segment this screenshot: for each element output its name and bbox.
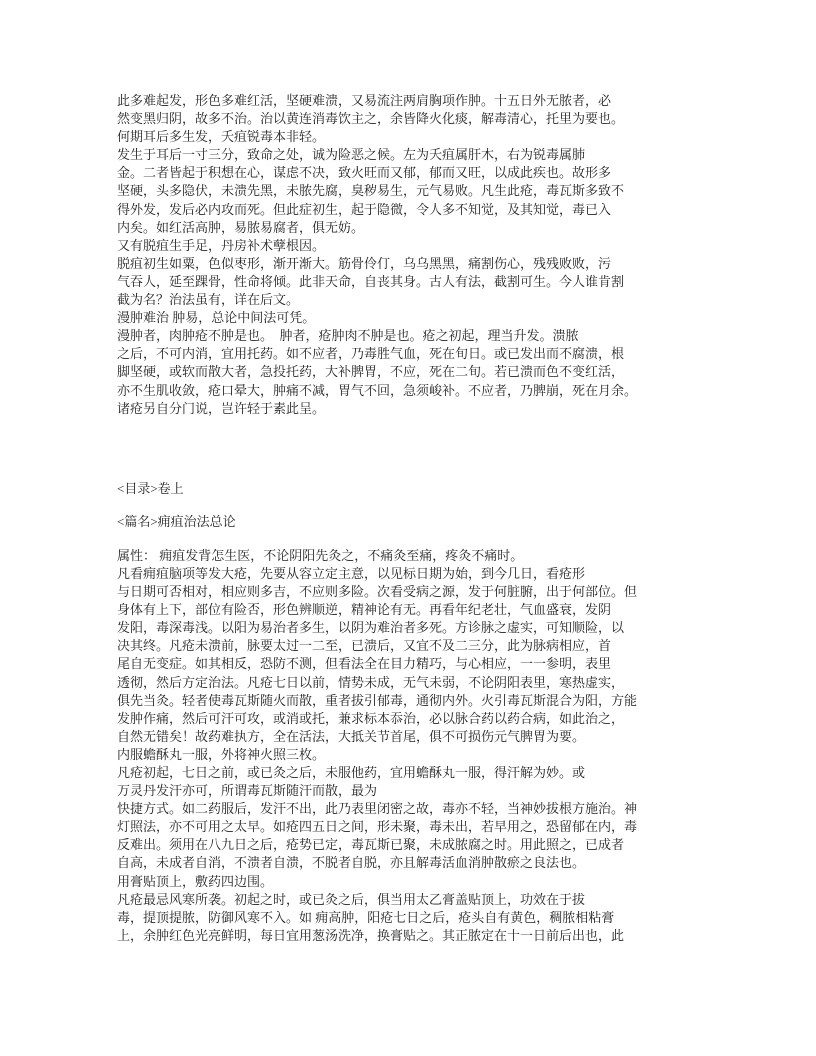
text-line: 灯照法，亦不可用之太早。如疮四五日之间，形未聚，毒未出，若早用之，恐留郁在内，毒 [117,819,638,835]
text-line [117,418,717,434]
text-line [117,531,717,547]
text-line [117,498,717,514]
text-line: 发肿作痛，然后可汗可攻，或消或托，兼求标本忝治，必以脉合药以药合病，如此治之， [117,710,625,726]
text-line: 此多难起发，形色多难红活，坚硬难溃，又易流注两肩胸项作肿。十五日外无脓者，必 [117,93,612,108]
text-line: 属性： 痈疽发背怎生医，不论阴阳先灸之，不痛灸至痛，疼灸不痛时。 [117,547,524,563]
text-line: 内服蟾酥丸一服，外将神火照三枚。 [117,746,326,762]
text-line: 快捷方式。如二药服后，发汗不出，此乃表里闭密之故，毒亦不轻，当神妙拔根方施治。神 [117,801,638,817]
text-line: 用膏贴顶上，敷药四边围。 [117,873,274,889]
text-line: 身体有上下，部位有险否，形色辨顺逆，精神论有无。再看年纪老壮，气血盛衰，发阴 [117,602,612,618]
text-line: 反难出。须用在八九日之后，疮势已定，毒瓦斯已聚，未成脓腐之时。用此照之，已成者 [117,837,625,853]
text-line: 透彻，然后方定治法。凡疮七日以前，情势未成，无气未弱，不论阴阳表里，寒热虚实， [117,674,625,690]
text-line: 然变黑归阴，故多不治。治以黄连消毒饮主之，余皆降火化痰，解毒清心，托里为要也。 [117,111,625,127]
text-line: 坚硬，头多隐伏，未溃先黑，未脓先腐，臭秽易生，元气易败。凡生此疮，毒瓦斯多致不 [117,183,625,199]
text-line: 漫肿难治 肿易，总论中间法可凭。 [117,310,316,326]
text-line [117,433,717,449]
text-line: 发生于耳后一寸三分，致命之处，诚为险恶之候。左为夭疽属肝木，右为锐毒属肺 [117,147,586,163]
text-line: 诸疮另自分门说，岂许轻于素此呈。 [117,400,326,416]
text-line: 金。二者皆起于积想在心，谋虑不决，致火旺而又郁，郁而又旺，以成此疾也。故形多 [117,165,612,181]
text-line: 毒，提顶提脓，防御风寒不入。如 痈高肿，阳疮七日之后，疮头自有黄色，稠脓相粘膏 [117,909,615,925]
text-line [117,464,717,480]
text-line: 气吞人，延至踝骨，性命将倾。此非天命，自丧其身。古人有法，截割可生。今人谁肯割 [117,273,625,289]
text-line: 万灵丹发汗亦可，所谓毒瓦斯随汗而散，最为 [117,783,378,799]
text-line: 发阳，毒深毒浅。以阳为易治者多生，以阴为难治者多死。方诊脉之虚实，可知顺险，以 [117,620,625,636]
text-line: 凡看痈疽脑项等发大疮，先要从容立定主意，以见标日期为始，到今几日，看疮形 [117,565,586,581]
text-line: 得外发，发后必内攻而死。但此症初生，起于隐微，令人多不知觉，及其知觉，毒已入 [117,201,612,217]
text-line: 又有脱疽生手足，丹房补术孽根因。 [117,237,326,253]
text-line: 自然无错矣！故药难执方，全在活法，大抵关节首尾，俱不可损伤元气脾胃为要。 [117,728,586,744]
text-line: 凡疮初起，七日之前，或已灸之后，未服他药，宜用蟾酥丸一服，得汗解为妙。或 [117,765,586,780]
text-line: 决其终。凡疮未溃前，脉要太过一二至，已溃后，又宜不及二三分，此为脉病相应，首 [117,638,612,654]
text-line: 脱疽初生如粟，色似枣形，渐开渐大。筋骨伶仃，乌乌黑黑，痛割伤心，残残败败，污 [117,255,612,271]
text-line: 脚坚硬，或软而散大者，急投托药，大补脾胃，不应，死在二旬。若已溃而色不变红活， [117,364,625,380]
text-line: 自高，未成者自消，不溃者自溃，不脱者自脱，亦且解毒活血消肿散瘀之良法也。 [117,855,586,871]
text-line: <目录>卷上 [117,480,184,496]
text-line: 俱先当灸。轻者使毒瓦斯随火而散，重者拔引郁毒，通彻内外。火引毒瓦斯混合为阳，方能 [117,692,638,708]
text-line: 与日期可否相对，相应则多吉，不应则多险。次看受病之源，发于何脏腑，出于何部位。但 [117,584,638,600]
text-line: 漫肿者，肉肿疮不肿是也。 肿者，疮肿肉不肿是也。疮之初起，理当升发。溃脓 [117,328,579,344]
text-line: 亦不生肌收敛，疮口晕大，肿痛不减，胃气不回，急须峻补。不应者，乃脾崩，死在月余。 [117,382,638,398]
text-line [117,449,717,465]
text-line: 何期耳后多生发，夭疽锐毒本非轻。 [117,129,326,145]
text-line: 上，余肿红色光亮鲜明，每日宜用葱汤洗净，换膏贴之。其正脓定在十一日前后出也，此 [117,927,625,943]
text-line: 凡疮最忌风寒所袭。初起之时，或已灸之后，俱当用太乙膏盖贴顶上，功效在于拔 [117,891,586,907]
text-line: 之后，不可内消，宜用托药。如不应者，乃毒胜气血，死在旬日。或已发出而不腐溃，根 [117,346,625,362]
text-line: 尾自无变症。如其相反，恐防不测，但看法全在目力精巧，与心相应，一一参明，表里 [117,656,612,672]
text-line: <篇名>痈疽治法总论 [117,514,236,530]
text-line: 截为名？治法虽有，详在后文。 [117,292,300,308]
document-text [117,92,717,945]
text-line: 内矣。如红活高肿，易脓易腐者，俱无妨。 [117,219,365,235]
